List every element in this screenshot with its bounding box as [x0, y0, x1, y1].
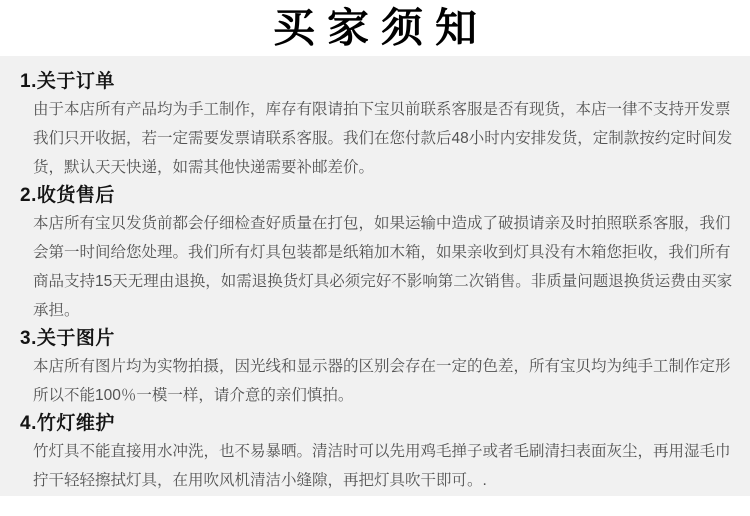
paragraph-line: 拧干轻轻擦拭灯具，在用吹风机清洁小缝隙，再把灯具吹干即可。. — [33, 472, 487, 489]
paragraph-line: 本店所有宝贝发货前都会仔细检查好质量在打包，如果运输中造成了破损请亲及时拍照联系客服，我们 — [33, 215, 731, 232]
paragraph-line: 商品支持15天无理由退换，如需退换货灯具必须完好不影响第二次销售。非质量问题退换货运费由买家 — [33, 273, 733, 290]
section-heading-aftersale: 2.收货售后 — [20, 185, 115, 206]
paragraph-line: 由于本店所有产品均为手工制作，库存有限请拍下宝贝前联系客服是否有现货，本店一律不支持开发票 — [33, 101, 731, 118]
section-orders — [20, 70, 733, 182]
paragraph-line: 会第一时间给您处理。我们所有灯具包装都是纸箱加木箱，如果亲收到灯具没有木箱您拒收，我们所有 — [33, 244, 731, 261]
paragraph-line: 货，默认天天快递，如需其他快递需要补邮差价。 — [33, 159, 375, 176]
notice-panel — [0, 56, 750, 496]
paragraph-line: 我们只开收据，若一定需要发票请联系客服。我们在您付款后48小时内安排发货，定制款按约定时间发 — [33, 130, 733, 147]
section-aftersale — [20, 184, 733, 325]
paragraph-line: 承担。 — [33, 302, 80, 319]
section-heading-pictures: 3.关于图片 — [20, 328, 115, 349]
section-pictures — [20, 327, 731, 410]
section-paragraph — [20, 352, 731, 410]
page-title: 买家须知 — [272, 4, 489, 52]
section-paragraph — [20, 437, 731, 495]
section-heading-orders: 1.关于订单 — [20, 71, 115, 92]
paragraph-line: 所以不能100％一模一样，请介意的亲们慎拍。 — [33, 387, 354, 404]
section-paragraph — [20, 95, 733, 182]
paragraph-line: 竹灯具不能直接用水冲洗，也不易暴晒。清洁时可以先用鸡毛掸子或者毛刷清扫表面灰尘，再用湿毛巾 — [33, 443, 731, 460]
section-heading-maintenance: 4.竹灯维护 — [20, 413, 115, 434]
section-maintenance — [20, 412, 731, 495]
section-paragraph — [20, 209, 733, 325]
paragraph-line: 本店所有图片均为实物拍摄，因光线和显示器的区别会存在一定的色差，所有宝贝均为纯手工制作定形 — [33, 358, 731, 375]
title-bar — [0, 0, 750, 56]
